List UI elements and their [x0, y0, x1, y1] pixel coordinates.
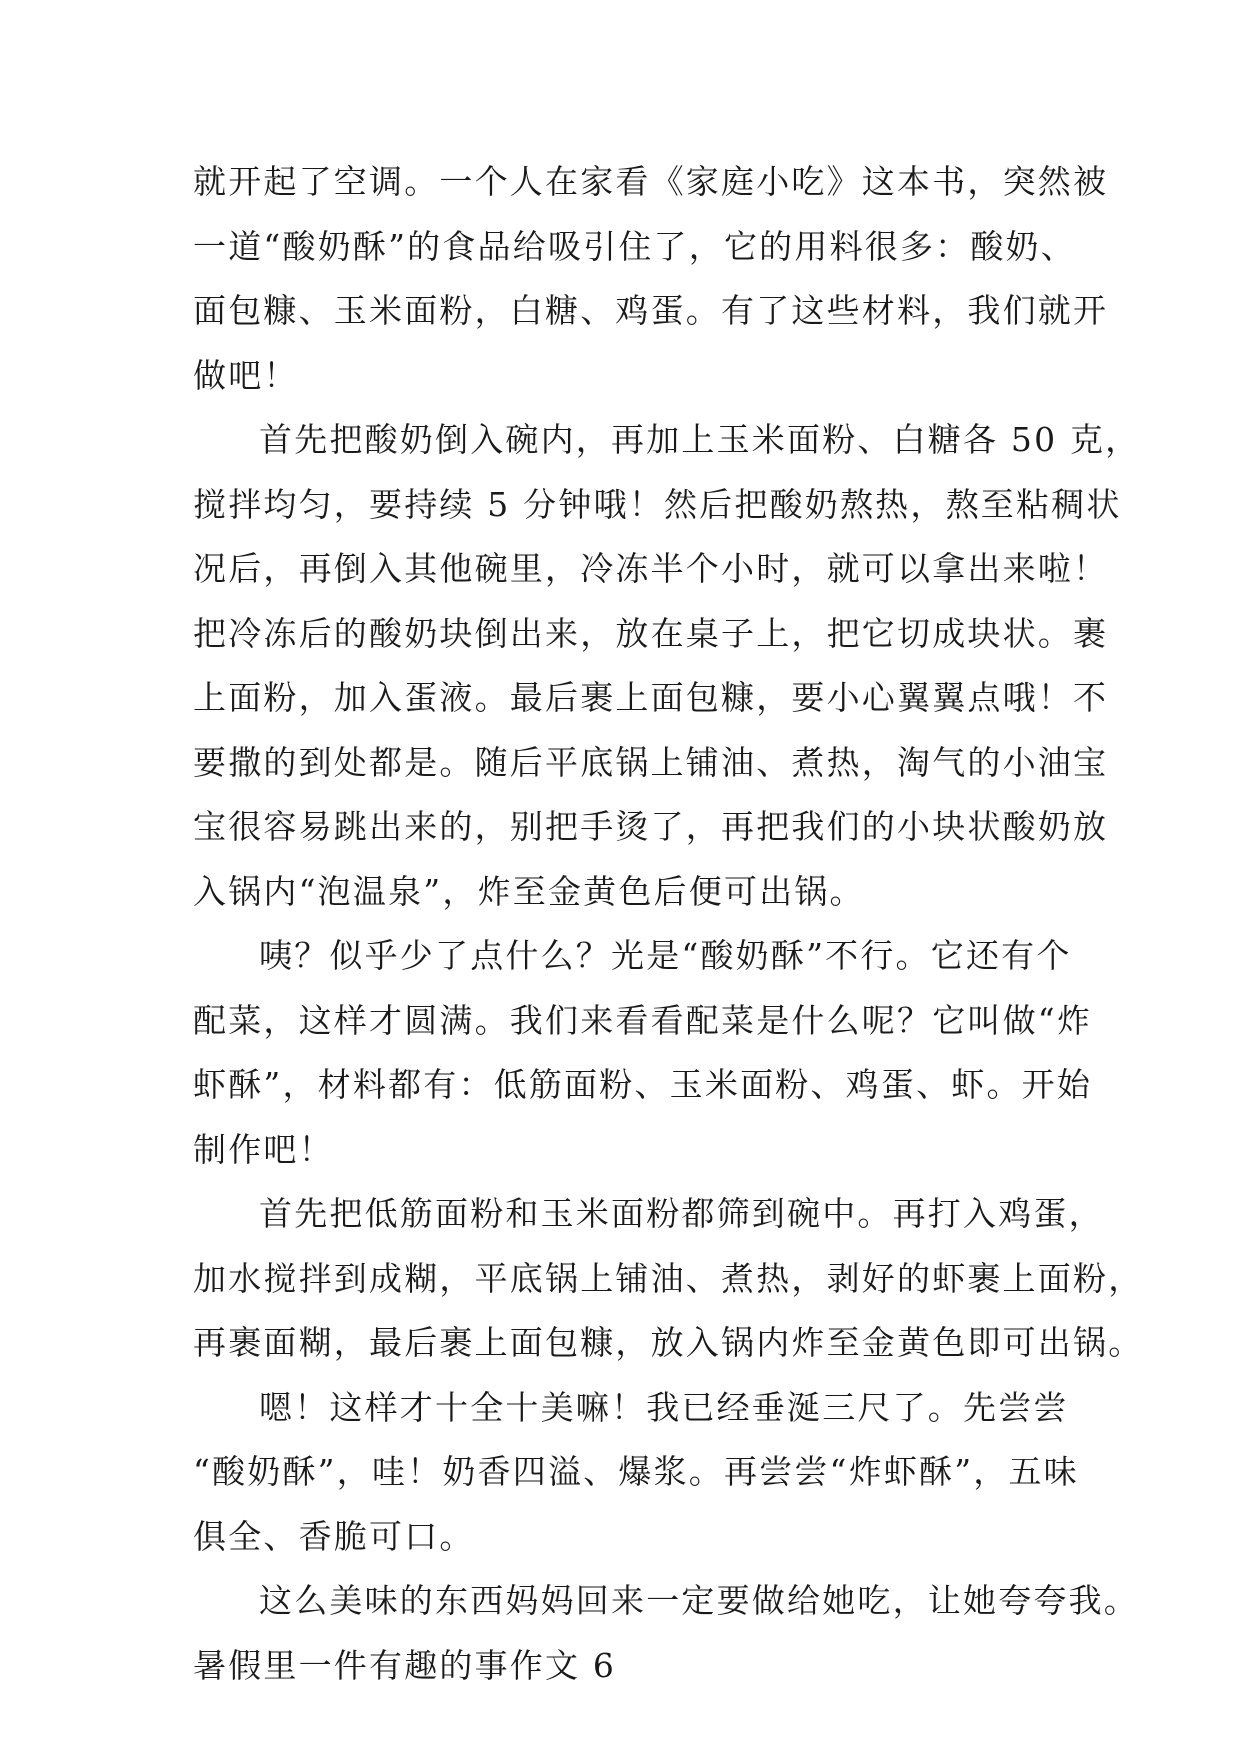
text-line: 况后，再倒入其他碗里，冷冻半个小时，就可以拿出来啦！ — [193, 549, 1109, 588]
text-line: 面包糠、玉米面粉，白糖、鸡蛋。有了这些材料，我们就开 — [193, 291, 1109, 330]
text-line: 制作吧！ — [193, 1129, 334, 1169]
text-line: 入锅内“泡温泉”，炸至金黄色后便可出锅。 — [193, 871, 865, 911]
text-line: 搅拌均匀，要持续 5 分钟哦！然后把酸奶熬热，熬至粘稠状 — [193, 484, 1122, 524]
paragraph-first-line: 这么美味的东西妈妈回来一定要做给她吃，让她夸夸我。 — [259, 1581, 1139, 1620]
text-line: 一道“酸奶酥”的食品给吸引住了，它的用料很多：酸奶、 — [193, 226, 1076, 266]
text-line: “酸奶酥”，哇！奶香四溢、爆浆。再尝尝“炸虾酥”，五味 — [193, 1452, 1079, 1491]
text-line: 虾酥”，材料都有：低筋面粉、玉米面粉、鸡蛋、虾。开始 — [193, 1065, 1093, 1104]
paragraph-first-line: 嗯！这样才十全十美嘛！我已经垂涎三尺了。先尝尝 — [259, 1387, 1069, 1427]
text-line: 配菜，这样才圆满。我们来看看配菜是什么呢？它叫做“炸 — [193, 1000, 1093, 1040]
text-line: 宝很容易跳出来的，别把手烫了，再把我们的小块状酸奶放 — [193, 807, 1109, 846]
text-line: 再裹面糊，最后裹上面包糠，放入锅内炸至金黄色即可出锅。 — [193, 1323, 1144, 1362]
paragraph-first-line: 咦？似乎少了点什么？光是“酸奶酥”不行。它还有个 — [259, 936, 1072, 975]
text-line: 上面粉，加入蛋液。最后裹上面包糠，要小心翼翼点哦！不 — [193, 678, 1109, 717]
section-heading: 暑假里一件有趣的事作文 6 — [193, 1645, 617, 1685]
text-line: 把冷冻后的酸奶块倒出来，放在桌子上，把它切成块状。裹 — [193, 613, 1109, 653]
document-page — [193, 150, 1144, 1698]
text-line: 做吧！ — [193, 355, 299, 395]
paragraph-first-line: 首先把酸奶倒入碗内，再加上玉米面粉、白糖各 50 克， — [259, 420, 1141, 459]
text-line: 俱全、香脆可口。 — [193, 1516, 475, 1556]
text-line: 要撒的到处都是。随后平底锅上铺油、煮热，淘气的小油宝 — [193, 742, 1109, 782]
text-line: 就开起了空调。一个人在家看《家庭小吃》这本书，突然被 — [193, 162, 1109, 201]
text-line: 加水搅拌到成糊，平底锅上铺油、煮热，剥好的虾裹上面粉， — [193, 1258, 1144, 1298]
paragraph-first-line: 首先把低筋面粉和玉米面粉都筛到碗中。再打入鸡蛋， — [259, 1194, 1104, 1233]
